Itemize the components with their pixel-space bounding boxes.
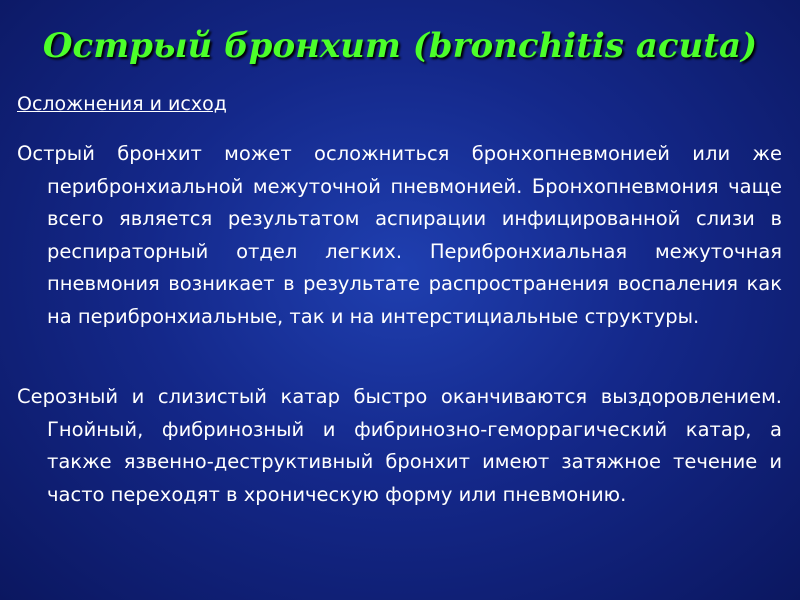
paragraph-outcome: Серозный и слизистый катар быстро оканчиваются выздоровлением. Гнойный, фибринозный и фибринозно-геморрагический катар, а также язвенно-деструктивный бронхит имеют затяжное течение и часто переходят в хроническую форму или пневмонию. (17, 385, 782, 506)
paragraph-complications: Острый бронхит может осложниться бронхопневмонией или же перибронхиальной межуточной пневмонией. Бронхопневмония чаще всего является результатом аспирации инфицированной слизи в респираторный отдел легких. Перибронхиальная межуточная пневмония возникает в результате распространения воспаления как на перибронхиальные, так и на интерстициальные структуры. (17, 142, 782, 328)
section-heading: Осложнения и исход (17, 93, 227, 115)
slide-title: Острый бронхит (bronchitis acuta) (42, 26, 758, 66)
